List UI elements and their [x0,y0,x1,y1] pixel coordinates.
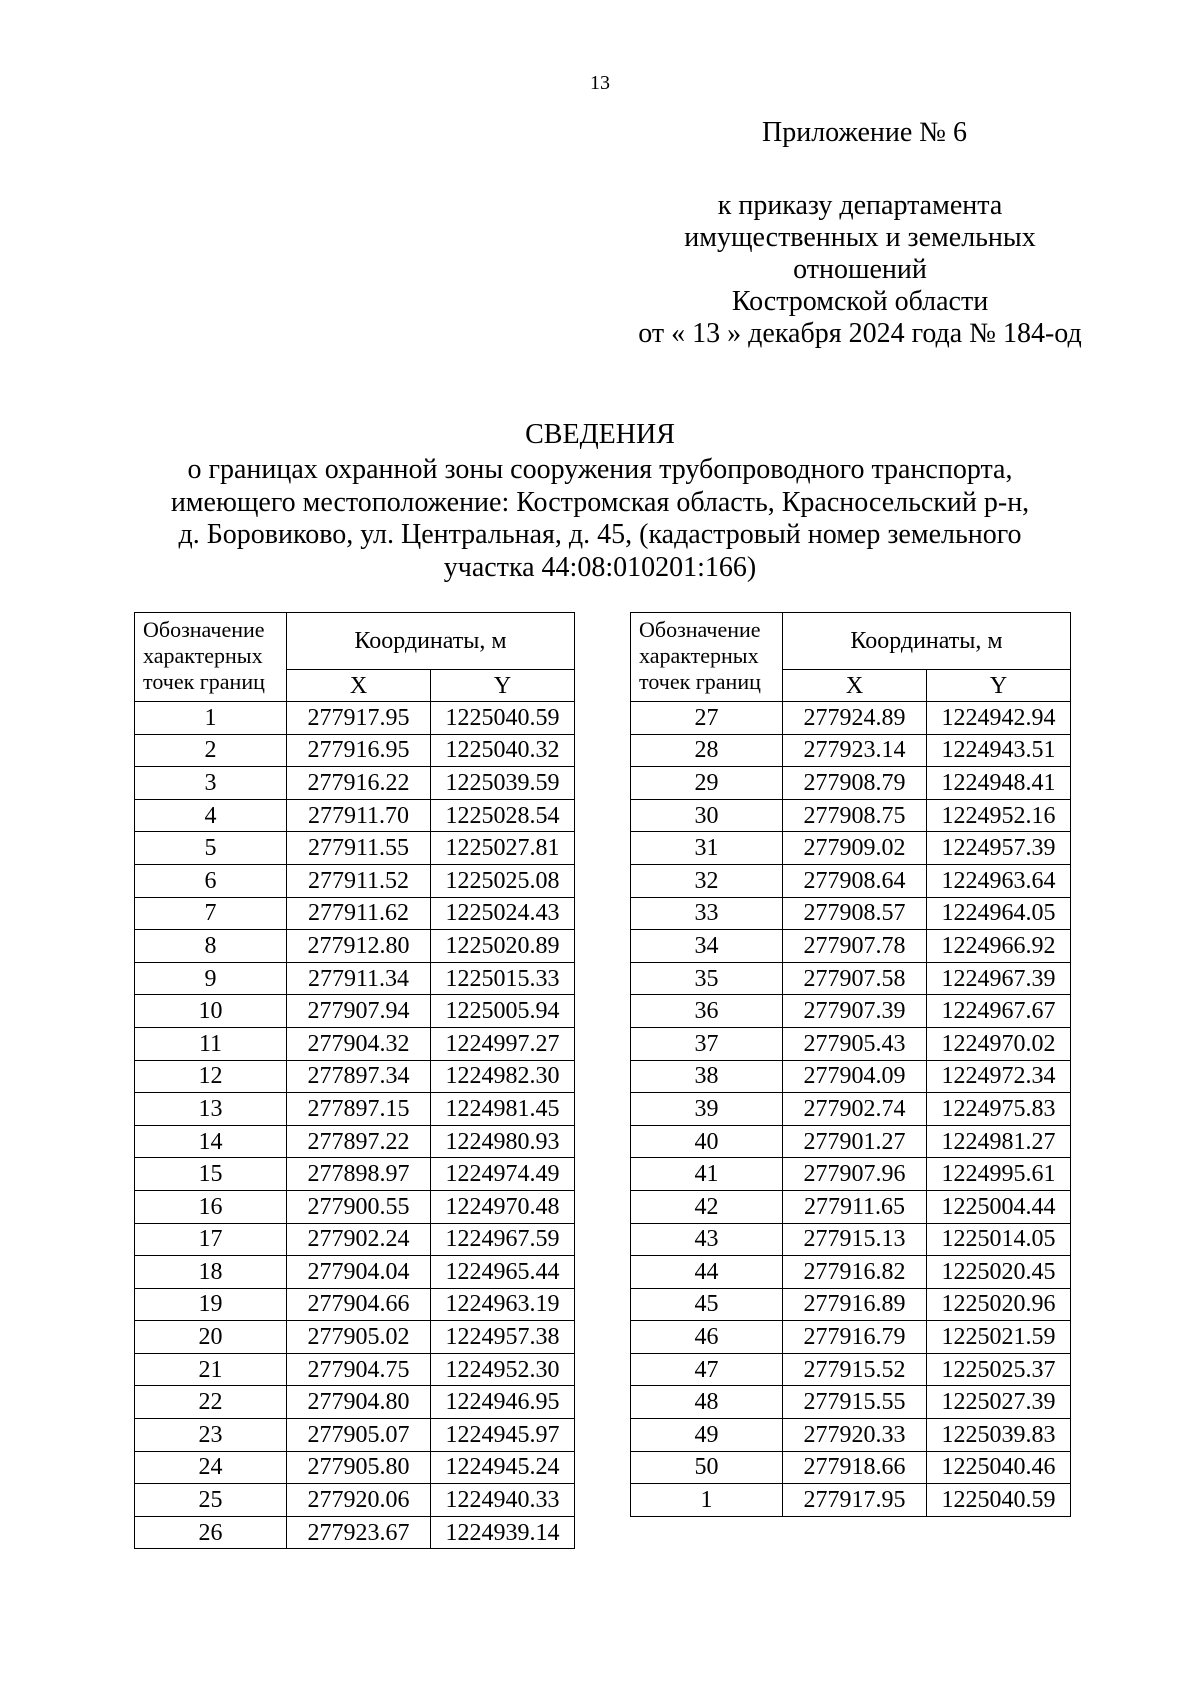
x-coordinate-cell: 277918.66 [783,1451,927,1484]
x-coordinate-cell: 277911.34 [287,962,431,995]
point-number-cell: 15 [135,1158,287,1191]
point-number-cell: 48 [631,1386,783,1419]
table-row [135,1190,575,1223]
point-number-cell: 25 [135,1484,287,1517]
x-coordinate-cell: 277897.22 [287,1125,431,1158]
x-coordinate-cell: 277904.04 [287,1256,431,1289]
y-coordinate-cell: 1224975.83 [927,1093,1071,1126]
y-column-header: Y [431,670,575,702]
y-coordinate-cell: 1225039.83 [927,1419,1071,1452]
point-number-cell: 1 [631,1484,783,1517]
x-coordinate-cell: 277908.75 [783,799,927,832]
x-coordinate-cell: 277902.74 [783,1093,927,1126]
x-coordinate-cell: 277904.66 [287,1288,431,1321]
x-coordinate-cell: 277905.80 [287,1451,431,1484]
y-coordinate-cell: 1224972.34 [927,1060,1071,1093]
y-coordinate-cell: 1224967.59 [431,1223,575,1256]
y-coordinate-cell: 1224952.16 [927,799,1071,832]
x-coordinate-cell: 277915.55 [783,1386,927,1419]
table-row [135,1516,575,1549]
point-number-cell: 12 [135,1060,287,1093]
subtitle-line: участка 44:08:010201:166) [443,551,757,583]
point-number-cell: 2 [135,734,287,767]
x-coordinate-cell: 277905.07 [287,1419,431,1452]
order-reference [610,190,1110,350]
y-coordinate-cell: 1224943.51 [927,734,1071,767]
y-coordinate-cell: 1224967.67 [927,995,1071,1028]
x-coordinate-cell: 277923.14 [783,734,927,767]
point-number-cell: 11 [135,1027,287,1060]
order-reference-line: от « 13 » декабря 2024 года № 184-од [638,318,1082,349]
table-row [135,930,575,963]
point-number-cell: 41 [631,1158,783,1191]
point-number-cell: 36 [631,995,783,1028]
point-number-cell: 42 [631,1190,783,1223]
point-number-cell: 6 [135,864,287,897]
point-number-cell: 16 [135,1190,287,1223]
x-coordinate-cell: 277917.95 [783,1484,927,1517]
subtitle-line: о границах охранной зоны сооружения трубопроводного транспорта, [187,454,1013,485]
point-number-cell: 46 [631,1321,783,1354]
point-number-cell: 22 [135,1386,287,1419]
y-coordinate-cell: 1224939.14 [431,1516,575,1549]
x-coordinate-cell: 277900.55 [287,1190,431,1223]
point-number-cell: 43 [631,1223,783,1256]
x-coordinate-cell: 277902.24 [287,1223,431,1256]
point-number-cell: 5 [135,832,287,865]
point-number-cell: 30 [631,799,783,832]
table-row [631,1256,1071,1289]
x-coordinate-cell: 277904.75 [287,1353,431,1386]
x-coordinate-cell: 277907.94 [287,995,431,1028]
table-row [631,767,1071,800]
y-coordinate-cell: 1224963.64 [927,864,1071,897]
y-coordinate-cell: 1225040.46 [927,1451,1071,1484]
y-coordinate-cell: 1225027.81 [431,832,575,865]
table-row [135,734,575,767]
table-row [135,832,575,865]
x-coordinate-cell: 277907.39 [783,995,927,1028]
x-coordinate-cell: 277916.22 [287,767,431,800]
point-number-cell: 14 [135,1125,287,1158]
y-coordinate-cell: 1224970.48 [431,1190,575,1223]
table-row [631,1451,1071,1484]
x-coordinate-cell: 277911.70 [287,799,431,832]
table-row [631,1060,1071,1093]
y-coordinate-cell: 1224995.61 [927,1158,1071,1191]
table-row [631,799,1071,832]
table-row [631,1093,1071,1126]
x-coordinate-cell: 277909.02 [783,832,927,865]
x-coordinate-cell: 277924.89 [783,702,927,735]
y-coordinate-cell: 1224945.97 [431,1419,575,1452]
table-row [631,1223,1071,1256]
x-coordinate-cell: 277911.55 [287,832,431,865]
x-coordinate-cell: 277915.52 [783,1353,927,1386]
table-row [135,1223,575,1256]
x-coordinate-cell: 277920.06 [287,1484,431,1517]
x-coordinate-cell: 277904.32 [287,1027,431,1060]
table-row [631,995,1071,1028]
y-coordinate-cell: 1224970.02 [927,1027,1071,1060]
coordinates-column-header: Координаты, м [287,613,575,670]
x-coordinate-cell: 277916.95 [287,734,431,767]
y-coordinate-cell: 1224946.95 [431,1386,575,1419]
y-coordinate-cell: 1225040.59 [927,1484,1071,1517]
y-coordinate-cell: 1225027.39 [927,1386,1071,1419]
point-number-cell: 31 [631,832,783,865]
x-column-header: X [287,670,431,702]
table-body [135,702,575,1549]
y-coordinate-cell: 1224974.49 [431,1158,575,1191]
y-coordinate-cell: 1225039.59 [431,767,575,800]
point-number-cell: 27 [631,702,783,735]
table-row [631,1386,1071,1419]
table-row [631,1190,1071,1223]
y-coordinate-cell: 1224967.39 [927,962,1071,995]
x-coordinate-cell: 277905.02 [287,1321,431,1354]
point-number-cell: 23 [135,1419,287,1452]
point-number-cell: 26 [135,1516,287,1549]
point-number-cell: 4 [135,799,287,832]
x-coordinate-cell: 277901.27 [783,1125,927,1158]
coordinates-table-right [630,612,1071,1517]
table-row [135,864,575,897]
table-row [135,1386,575,1419]
y-coordinate-cell: 1224980.93 [431,1125,575,1158]
x-coordinate-cell: 277920.33 [783,1419,927,1452]
x-coordinate-cell: 277904.09 [783,1060,927,1093]
table-row [631,832,1071,865]
table-row [631,1353,1071,1386]
x-coordinate-cell: 277897.15 [287,1093,431,1126]
point-number-cell: 44 [631,1256,783,1289]
y-coordinate-cell: 1224952.30 [431,1353,575,1386]
table-row [135,1288,575,1321]
point-number-cell: 21 [135,1353,287,1386]
y-coordinate-cell: 1225021.59 [927,1321,1071,1354]
x-column-header: X [783,670,927,702]
y-column-header: Y [927,670,1071,702]
x-coordinate-cell: 277897.34 [287,1060,431,1093]
point-number-cell: 45 [631,1288,783,1321]
y-coordinate-cell: 1225024.43 [431,897,575,930]
table-row [135,1451,575,1484]
point-number-cell: 47 [631,1353,783,1386]
table-row [631,1419,1071,1452]
x-coordinate-cell: 277916.79 [783,1321,927,1354]
y-coordinate-cell: 1225020.96 [927,1288,1071,1321]
table-row [135,1027,575,1060]
table-row [135,1321,575,1354]
point-number-cell: 39 [631,1093,783,1126]
point-number-cell: 19 [135,1288,287,1321]
subtitle-line: д. Боровиково, ул. Центральная, д. 45, (кадастровый номер земельного [178,519,1022,550]
point-number-cell: 33 [631,897,783,930]
order-reference-line: Костромской области [731,286,989,317]
table-row [631,864,1071,897]
table-row [631,962,1071,995]
point-number-cell: 37 [631,1027,783,1060]
y-coordinate-cell: 1224997.27 [431,1027,575,1060]
x-coordinate-cell: 277907.58 [783,962,927,995]
table-row [135,897,575,930]
table-row [135,1093,575,1126]
x-coordinate-cell: 277916.82 [783,1256,927,1289]
point-number-cell: 18 [135,1256,287,1289]
table-row [135,1353,575,1386]
point-number-cell: 24 [135,1451,287,1484]
y-coordinate-cell: 1225005.94 [431,995,575,1028]
table-row [631,1321,1071,1354]
x-coordinate-cell: 277911.65 [783,1190,927,1223]
point-number-cell: 50 [631,1451,783,1484]
point-number-cell: 10 [135,995,287,1028]
table-row [135,962,575,995]
table-row [135,702,575,735]
y-coordinate-cell: 1224981.27 [927,1125,1071,1158]
table-row [631,1288,1071,1321]
y-coordinate-cell: 1225020.45 [927,1256,1071,1289]
x-coordinate-cell: 277911.62 [287,897,431,930]
table-row [135,767,575,800]
point-column-header: Обозначение характерных точек границ [135,613,287,702]
table-row [135,1419,575,1452]
document-subtitle [120,454,1080,584]
x-coordinate-cell: 277916.89 [783,1288,927,1321]
point-number-cell: 13 [135,1093,287,1126]
table-row [631,1158,1071,1191]
table-row [135,1484,575,1517]
y-coordinate-cell: 1224981.45 [431,1093,575,1126]
point-number-cell: 7 [135,897,287,930]
table-row [135,1158,575,1191]
y-coordinate-cell: 1225020.89 [431,930,575,963]
x-coordinate-cell: 277912.80 [287,930,431,963]
y-coordinate-cell: 1224957.39 [927,832,1071,865]
y-coordinate-cell: 1224957.38 [431,1321,575,1354]
y-coordinate-cell: 1225025.08 [431,864,575,897]
y-coordinate-cell: 1224948.41 [927,767,1071,800]
y-coordinate-cell: 1225004.44 [927,1190,1071,1223]
point-number-cell: 28 [631,734,783,767]
appendix-title: Приложение № 6 [762,117,967,148]
x-coordinate-cell: 277898.97 [287,1158,431,1191]
x-coordinate-cell: 277907.96 [783,1158,927,1191]
table-row [631,930,1071,963]
point-number-cell: 3 [135,767,287,800]
x-coordinate-cell: 277908.64 [783,864,927,897]
x-coordinate-cell: 277908.79 [783,767,927,800]
y-coordinate-cell: 1224942.94 [927,702,1071,735]
coordinates-table-left [134,612,575,1549]
table-row [135,1060,575,1093]
x-coordinate-cell: 277904.80 [287,1386,431,1419]
point-number-cell: 34 [631,930,783,963]
point-number-cell: 29 [631,767,783,800]
y-coordinate-cell: 1224966.92 [927,930,1071,963]
order-reference-line: к приказу департамента [717,190,1003,221]
point-number-cell: 49 [631,1419,783,1452]
x-coordinate-cell: 277905.43 [783,1027,927,1060]
table-row [631,1027,1071,1060]
document-title: СВЕДЕНИЯ [525,419,675,450]
y-coordinate-cell: 1224940.33 [431,1484,575,1517]
point-number-cell: 9 [135,962,287,995]
subtitle-line: имеющего местоположение: Костромская область, Красносельский р-н, [170,486,1030,518]
table-row [631,702,1071,735]
y-coordinate-cell: 1225015.33 [431,962,575,995]
table-row [135,1125,575,1158]
y-coordinate-cell: 1224965.44 [431,1256,575,1289]
point-number-cell: 38 [631,1060,783,1093]
point-number-cell: 20 [135,1321,287,1354]
x-coordinate-cell: 277915.13 [783,1223,927,1256]
y-coordinate-cell: 1225025.37 [927,1353,1071,1386]
order-reference-line: отношений [793,254,927,285]
table-row [135,799,575,832]
x-coordinate-cell: 277908.57 [783,897,927,930]
point-number-cell: 17 [135,1223,287,1256]
y-coordinate-cell: 1225040.32 [431,734,575,767]
y-coordinate-cell: 1225040.59 [431,702,575,735]
y-coordinate-cell: 1224964.05 [927,897,1071,930]
y-coordinate-cell: 1225014.05 [927,1223,1071,1256]
table-row [135,995,575,1028]
point-number-cell: 1 [135,702,287,735]
order-reference-line: имущественных и земельных [684,222,1036,253]
table-body [631,702,1071,1517]
point-number-cell: 35 [631,962,783,995]
point-number-cell: 32 [631,864,783,897]
y-coordinate-cell: 1224945.24 [431,1451,575,1484]
x-coordinate-cell: 277907.78 [783,930,927,963]
table-row [631,897,1071,930]
point-number-cell: 40 [631,1125,783,1158]
y-coordinate-cell: 1224963.19 [431,1288,575,1321]
y-coordinate-cell: 1224982.30 [431,1060,575,1093]
page-number: 13 [590,72,610,94]
y-coordinate-cell: 1225028.54 [431,799,575,832]
table-row [631,1484,1071,1517]
point-number-cell: 8 [135,930,287,963]
x-coordinate-cell: 277923.67 [287,1516,431,1549]
x-coordinate-cell: 277911.52 [287,864,431,897]
coordinates-column-header: Координаты, м [783,613,1071,670]
table-row [135,1256,575,1289]
table-row [631,734,1071,767]
x-coordinate-cell: 277917.95 [287,702,431,735]
point-column-header: Обозначение характерных точек границ [631,613,783,702]
table-row [631,1125,1071,1158]
